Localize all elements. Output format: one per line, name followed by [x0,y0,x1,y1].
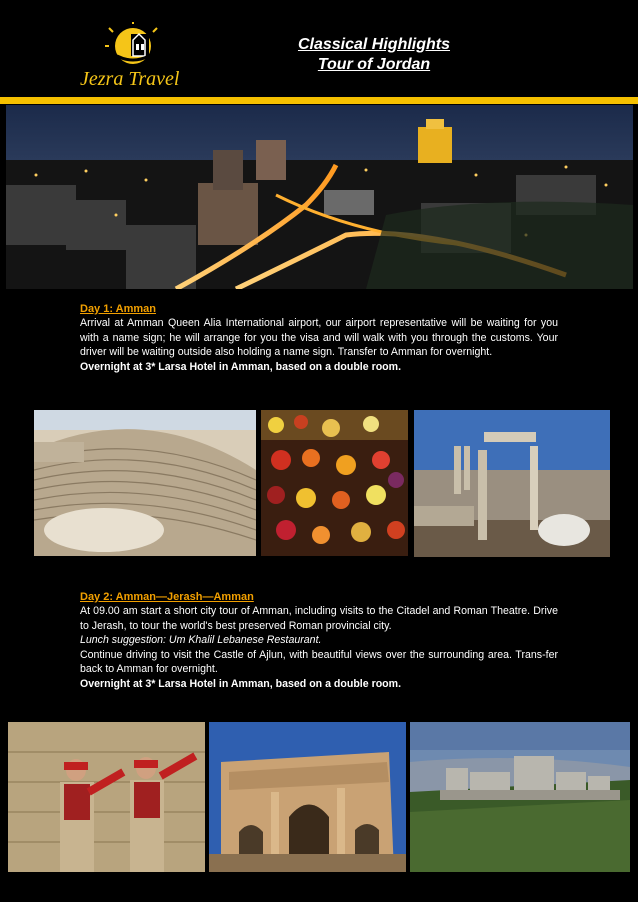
header-divider [0,97,638,104]
day2-body2: Continue driving to visit the Castle of Ajlun, with beautiful views over the surrounding area. Trans-fer back to Amman for overnight. [80,648,558,675]
logo [78,22,188,94]
title-line-2: Tour of Jordan [317,56,431,73]
day2-heading: Day 2: Amman—Jerash—Amman [80,591,254,603]
title-line-1: Classical Highlights [297,36,451,53]
photo-ajlun-castle [410,722,630,872]
day2-body: At 09.00 am start a short city tour of Amman, including visits to the Citadel and Roman Theatre. Drive to Jerash, to tour the world's best preserved Roman provincial city. [80,605,558,632]
day1-section [80,303,558,374]
brand-name: Jezra Travel [80,68,180,90]
day2-section [80,591,558,691]
logo-emblem-icon [103,22,163,72]
photo-hadrians-arch [209,722,406,872]
day2-overnight: Overnight at 3* Larsa Hotel in Amman, based on a double room. [80,677,402,690]
day2-lunch: Lunch suggestion: Um Khalil Lebanese Restaurant. [80,634,322,646]
hero-photo-amman-night [6,105,633,289]
photo-temple-of-hercules [414,410,610,557]
photo-bagpipe-players [8,722,205,872]
photo-fruit-market [261,410,408,556]
page-title [224,36,524,74]
photo-roman-theatre [34,410,256,556]
day1-overnight: Overnight at 3* Larsa Hotel in Amman, based on a double room. [80,360,402,373]
day1-heading: Day 1: Amman [80,303,157,315]
day1-body: Arrival at Amman Queen Alia International airport, our airport representative will be waiting for you with a name sign; he will arrange for you the visa and will walk with you through the customs. Your driver will be waiting outside also holding a name sign. Transfer to Amman for overnight. [80,317,558,358]
